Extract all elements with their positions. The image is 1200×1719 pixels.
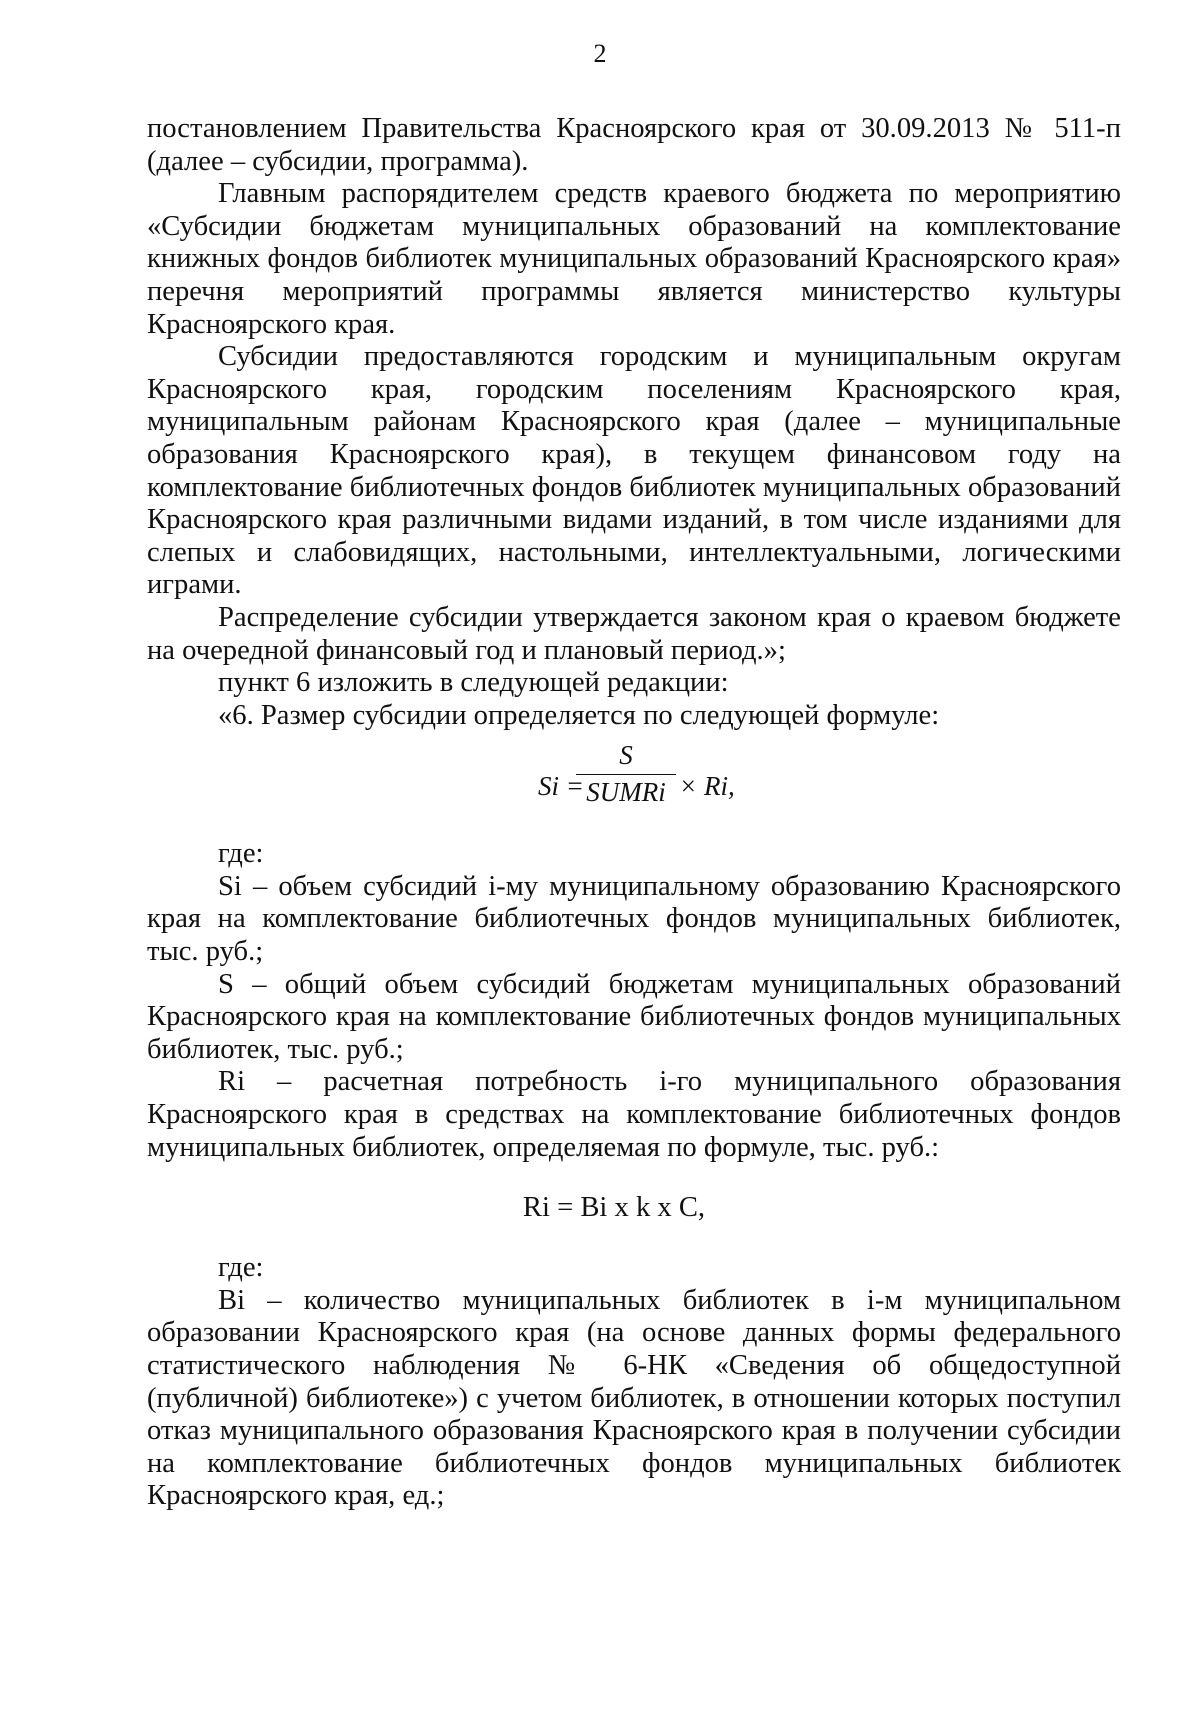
definition-s: S – общий объем субсидий бюджетам муниципальных образований Красноярского края на комплектование библиотечных фондов муниципальных библиотек, тыс. руб.; [147, 968, 1121, 1065]
paragraph-amendment-instruction: пункт 6 изложить в следующей редакции: [218, 667, 729, 699]
where-label: где: [218, 838, 264, 870]
paragraph-subsidy-distribution: Распределение субсидии утверждается законом края о краевом бюджете на очередной финансовый год и плановый период.»; [147, 601, 1121, 666]
formula-numerator: S [619, 740, 633, 771]
formula-fraction [576, 740, 676, 807]
subsidy-formula [147, 732, 1121, 838]
fraction-bar [576, 774, 676, 775]
need-formula: Ri = Bi x k x C, [522, 1192, 706, 1224]
formula-rhs: × Ri, [679, 771, 735, 802]
spacer [147, 1164, 1121, 1178]
spacer [147, 1238, 1121, 1252]
paragraph-subsidy-provision: Субсидии предоставляются городским и муниципальным округам Красноярского края, городским поселениям Красноярского края, муниципальным районам Красноярского края (далее – муниципальные образования Красноярского края), в текущем финансовом году на комплектование библиотечных фондов библиотек муниципальных образований Красноярского края различными видами изданий, в том числе изданиями для слепых и слабовидящих, настольными, интеллектуальными, логическими играми. [147, 341, 1121, 601]
page-number: 2 [593, 39, 607, 68]
formula-denominator: SUMRi [586, 777, 666, 808]
document-body [147, 113, 1121, 1513]
definition-si: Si – объем субсидий i-му муниципальному образованию Красноярского края на комплектование библиотечных фондов муниципальных библиотек, тыс. руб.; [147, 870, 1121, 968]
definition-ri: Ri – расчетная потребность i-го муниципального образования Красноярского края в средствах на комплектование библиотечных фондов муниципальных библиотек, определяемая по формуле, тыс. руб.: [147, 1066, 1121, 1163]
where-label: где: [218, 1252, 264, 1284]
formula-lhs: Si = [538, 771, 584, 802]
paragraph-chief-administrator: Главным распорядителем средств краевого бюджета по мероприятию «Субсидии бюджетам муниципальных образований на комплектование книжных фондов библиотек муниципальных образований Красноярского края» перечня мероприятий программы является министерство культуры Красноярского края. [147, 178, 1121, 340]
paragraph-continuation: постановлением Правительства Красноярского края от 30.09.2013 № 511-п (далее – субсидии, программа). [147, 113, 1121, 177]
definition-bi: Bi – количество муниципальных библиотек в i-м муниципальном образовании Красноярского края (на основе данных формы федерального статистического наблюдения № 6-НК «Сведения об общедоступной (публичной) библиотеке») с учетом библиотек, в отношении которых поступил отказ муниципального образования Красноярского края в получении субсидии на комплектование библиотечных фондов муниципальных библиотек Красноярского края, ед.; [147, 1284, 1121, 1512]
paragraph-formula-intro: «6. Размер субсидии определяется по следующей формуле: [218, 699, 940, 731]
